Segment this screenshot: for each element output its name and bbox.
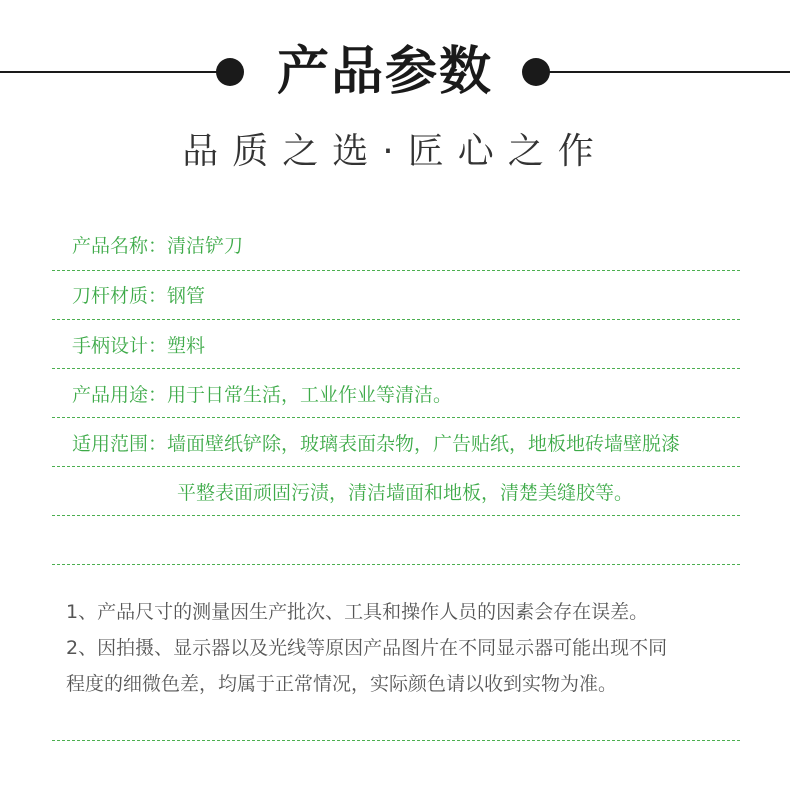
- spec-row-blank: [52, 516, 740, 565]
- note-line: 1、产品尺寸的测量因生产批次、工具和操作人员的因素会存在误差。: [66, 601, 649, 623]
- page-title: 产品参数: [276, 42, 493, 102]
- spec-row-applicable-range: [52, 418, 740, 467]
- spec-row-handle-design: [52, 320, 740, 369]
- spec-label: 产品用途：: [72, 384, 168, 406]
- spec-row-product-name: [52, 222, 740, 271]
- spec-label: 适用范围：: [72, 433, 168, 455]
- page-subtitle: 品质之选·匠心之作: [182, 131, 608, 172]
- note-line: 2、因拍摄、显示器以及光线等原因产品图片在不同显示器可能出现不同: [66, 637, 668, 659]
- spec-label: 产品名称：: [72, 235, 168, 257]
- spec-value: 塑料: [167, 335, 206, 357]
- spec-row-blade-material: [52, 271, 740, 320]
- spec-label: 刀杆材质：: [72, 285, 168, 307]
- bottom-divider: [52, 710, 740, 741]
- spec-row-usage: [52, 369, 740, 418]
- spec-value: 清洁铲刀: [167, 235, 244, 257]
- spec-value: 钢管: [167, 285, 206, 307]
- spec-row-applicable-range-continued: [52, 467, 740, 516]
- spec-value: 平整表面顽固污渍，清洁墙面和地板，清楚美缝胶等。: [177, 482, 634, 504]
- spec-value: 墙面壁纸铲除，玻璃表面杂物，广告贴纸，地板地砖墙壁脱漆: [167, 433, 681, 455]
- notes: [66, 594, 746, 702]
- header-rule-left: [0, 71, 222, 73]
- spec-value: 用于日常生活，工业作业等清洁。: [167, 384, 453, 406]
- header-rule-right: [538, 71, 790, 73]
- spec-label: 手柄设计：: [72, 335, 168, 357]
- note-line: 程度的细微色差，均属于正常情况，实际颜色请以收到实物为准。: [66, 673, 618, 695]
- header-bullet-left: [216, 58, 244, 86]
- section-header: [0, 40, 790, 104]
